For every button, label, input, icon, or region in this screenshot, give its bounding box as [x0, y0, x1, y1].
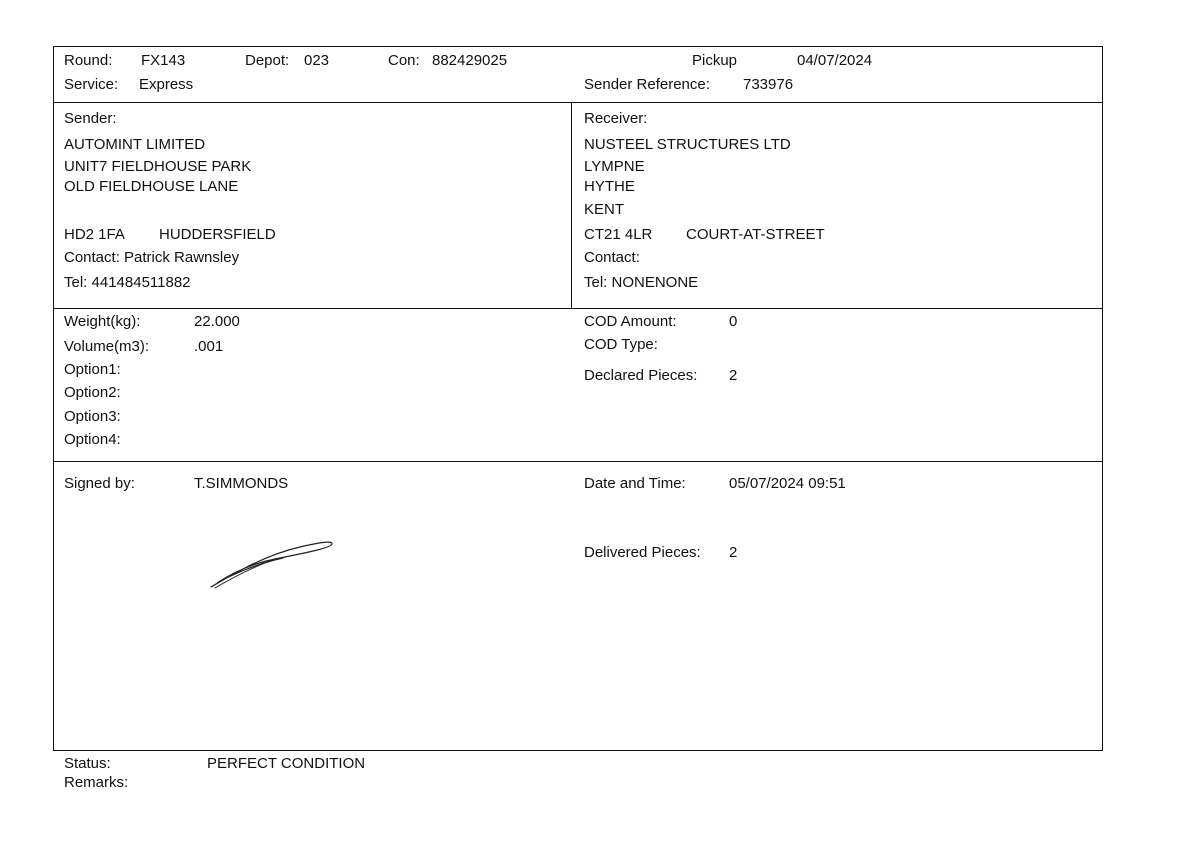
depot-label: Depot:	[245, 52, 290, 69]
option2-label: Option2:	[64, 384, 121, 401]
receiver-tel: Tel: NONENONE	[584, 274, 699, 291]
signature-image	[205, 533, 340, 593]
divider-addresses	[54, 308, 1102, 309]
round-label: Round:	[64, 52, 113, 69]
sender-contact: Contact: Patrick Rawnsley	[64, 249, 240, 266]
declared-pieces-value: 2	[729, 367, 738, 384]
pickup-label: Pickup	[692, 52, 738, 69]
service-value: Express	[139, 76, 194, 93]
signed-by-label: Signed by:	[64, 475, 135, 492]
delivery-form	[53, 46, 1103, 751]
receiver-contact: Contact:	[584, 249, 640, 266]
weight-label: Weight(kg):	[64, 313, 141, 330]
sender-tel: Tel: 441484511882	[64, 274, 191, 291]
signed-by-value: T.SIMMONDS	[194, 475, 289, 492]
declared-pieces-label: Declared Pieces:	[584, 367, 698, 384]
receiver-address-line: HYTHE	[584, 178, 635, 195]
volume-value: .001	[194, 338, 224, 355]
receiver-address-line: KENT	[584, 201, 625, 218]
cod-amount-value: 0	[729, 313, 738, 330]
receiver-postcode: CT21 4LR	[584, 226, 653, 243]
pickup-date: 04/07/2024	[797, 52, 873, 69]
sender-address-line: OLD FIELDHOUSE LANE	[64, 178, 239, 195]
sender-reference-label: Sender Reference:	[584, 76, 710, 93]
volume-label: Volume(m3):	[64, 338, 150, 355]
sender-postcode: HD2 1FA	[64, 226, 125, 243]
sender-name: AUTOMINT LIMITED	[64, 136, 206, 153]
status-label: Status:	[64, 755, 111, 772]
cod-amount-label: COD Amount:	[584, 313, 677, 330]
delivered-pieces-value: 2	[729, 544, 738, 561]
delivered-pieces-label: Delivered Pieces:	[584, 544, 701, 561]
weight-value: 22.000	[194, 313, 240, 330]
receiver-address-line: LYMPNE	[584, 158, 645, 175]
depot-value: 023	[304, 52, 330, 69]
date-time-value: 05/07/2024 09:51	[729, 475, 846, 492]
option3-label: Option3:	[64, 408, 121, 425]
sender-reference-value: 733976	[743, 76, 794, 93]
receiver-town: COURT-AT-STREET	[686, 226, 825, 243]
status-value: PERFECT CONDITION	[207, 755, 366, 772]
sender-address-line: UNIT7 FIELDHOUSE PARK	[64, 158, 252, 175]
service-label: Service:	[64, 76, 119, 93]
divider-details	[54, 461, 1102, 462]
sender-heading: Sender:	[64, 110, 117, 127]
option1-label: Option1:	[64, 361, 121, 378]
receiver-heading: Receiver:	[584, 110, 648, 127]
divider-header	[54, 102, 1102, 103]
remarks-label: Remarks:	[64, 774, 129, 791]
con-value: 882429025	[432, 52, 508, 69]
con-label: Con:	[388, 52, 420, 69]
date-time-label: Date and Time:	[584, 475, 686, 492]
sender-town: HUDDERSFIELD	[159, 226, 276, 243]
cod-type-label: COD Type:	[584, 336, 658, 353]
round-value: FX143	[141, 52, 186, 69]
receiver-name: NUSTEEL STRUCTURES LTD	[584, 136, 791, 153]
option4-label: Option4:	[64, 431, 121, 448]
divider-sender-receiver	[571, 102, 572, 308]
